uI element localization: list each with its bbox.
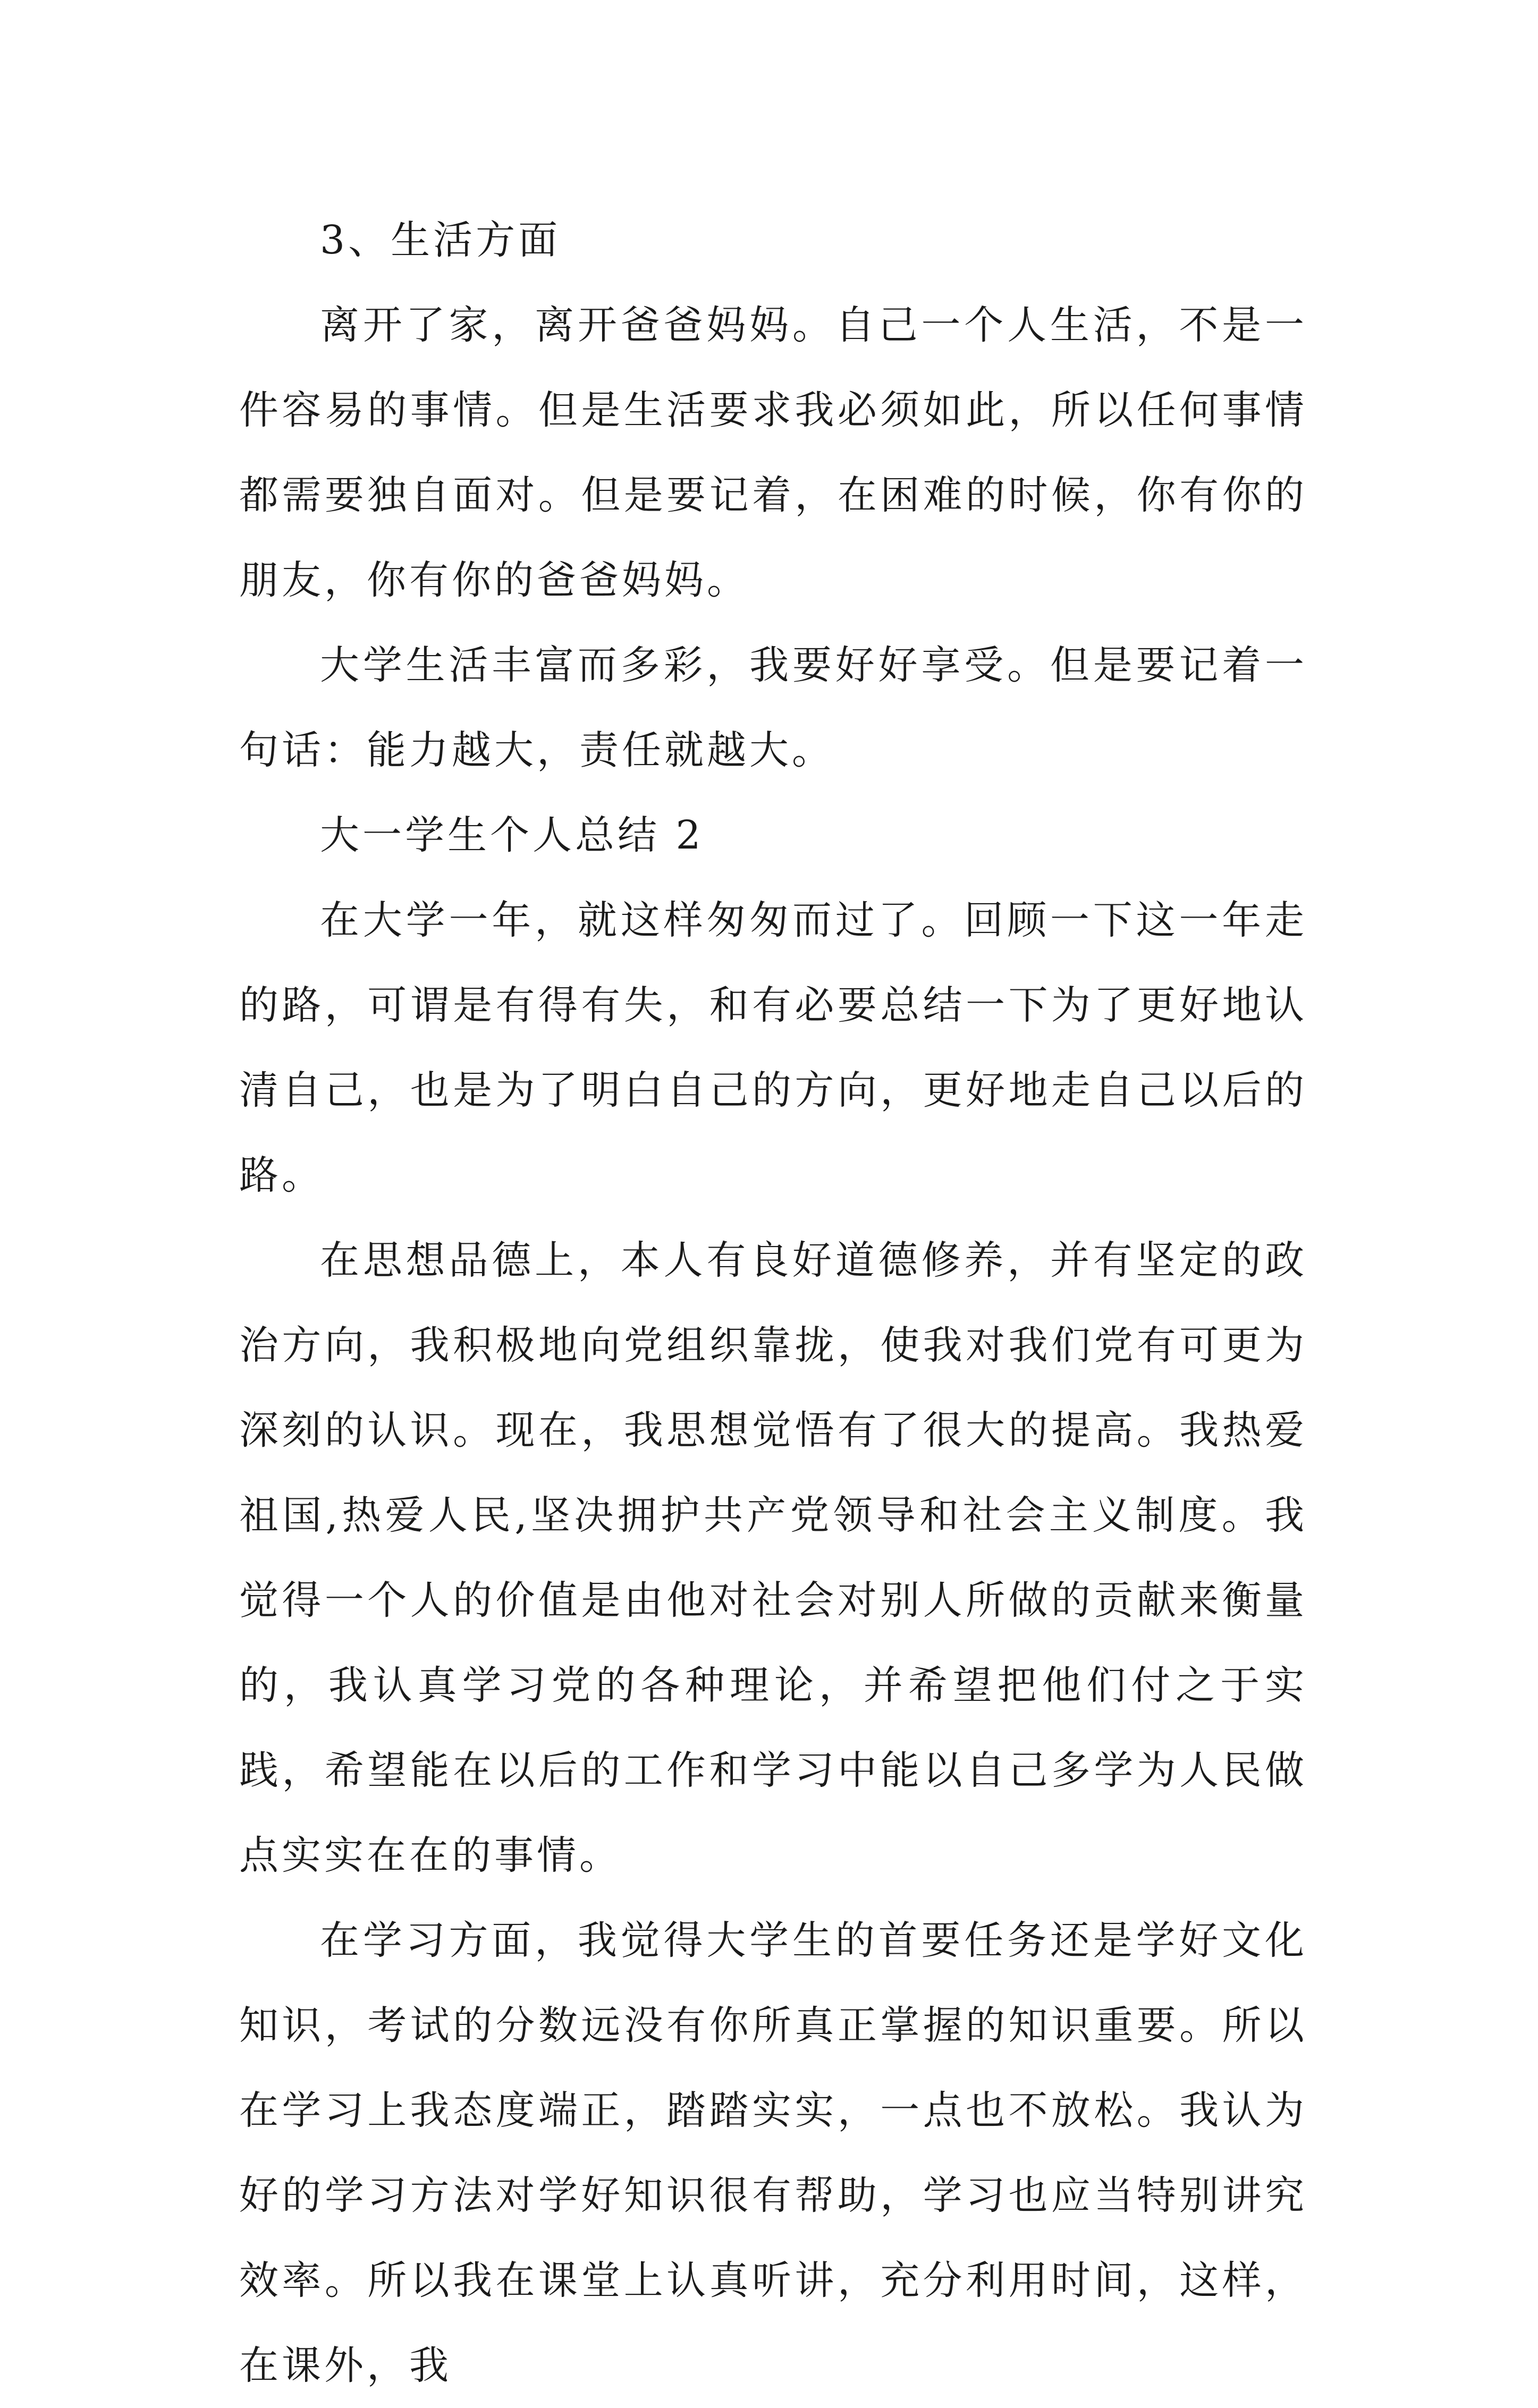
paragraph-study: 在学习方面，我觉得大学生的首要任务还是学好文化知识，考试的分数远没有你所真正掌握的知识重要。所以在学习上我态度端正，踏踏实实，一点也不放松。我认为好的学习方法对学好知识很有帮助，学习也应当特别讲究效率。所以我在课堂上认真听讲，充分利用时间，这样，在课外，我 <box>239 1918 1307 2388</box>
document-body <box>239 198 1307 2408</box>
section-heading-life: 3、生活方面 <box>320 217 561 263</box>
summary-title-2: 大一学生个人总结 2 <box>320 812 704 858</box>
paragraph-college-life: 大学生活丰富而多彩，我要好好享受。但是要记着一句话：能力越大，责任就越大。 <box>239 642 1307 773</box>
paragraph-ideology: 在思想品德上，本人有良好道德修养，并有坚定的政治方向，我积极地向党组织靠拢，使我对我们党有可更为深刻的认识。现在，我思想觉悟有了很大的提高。我热爱祖国,热爱人民,坚决拥护共产党领导和社会主义制度。我觉得一个人的价值是由他对社会对别人所做的贡献来衡量的，我认真学习党的各种理论，并希望把他们付之于实践，希望能在以后的工作和学习中能以自己多学为人民做点实实在在的事情。 <box>239 1237 1307 1878</box>
paragraph-first-year: 在大学一年，就这样匆匆而过了。回顾一下这一年走的路，可谓是有得有失，和有必要总结一下为了更好地认清自己，也是为了明白自己的方向，更好地走自己以后的路。 <box>239 897 1307 1198</box>
paragraph-leaving-home: 离开了家，离开爸爸妈妈。自己一个人生活，不是一件容易的事情。但是生活要求我必须如此，所以任何事情都需要独自面对。但是要记着，在困难的时候，你有你的朋友，你有你的爸爸妈妈。 <box>239 302 1307 603</box>
